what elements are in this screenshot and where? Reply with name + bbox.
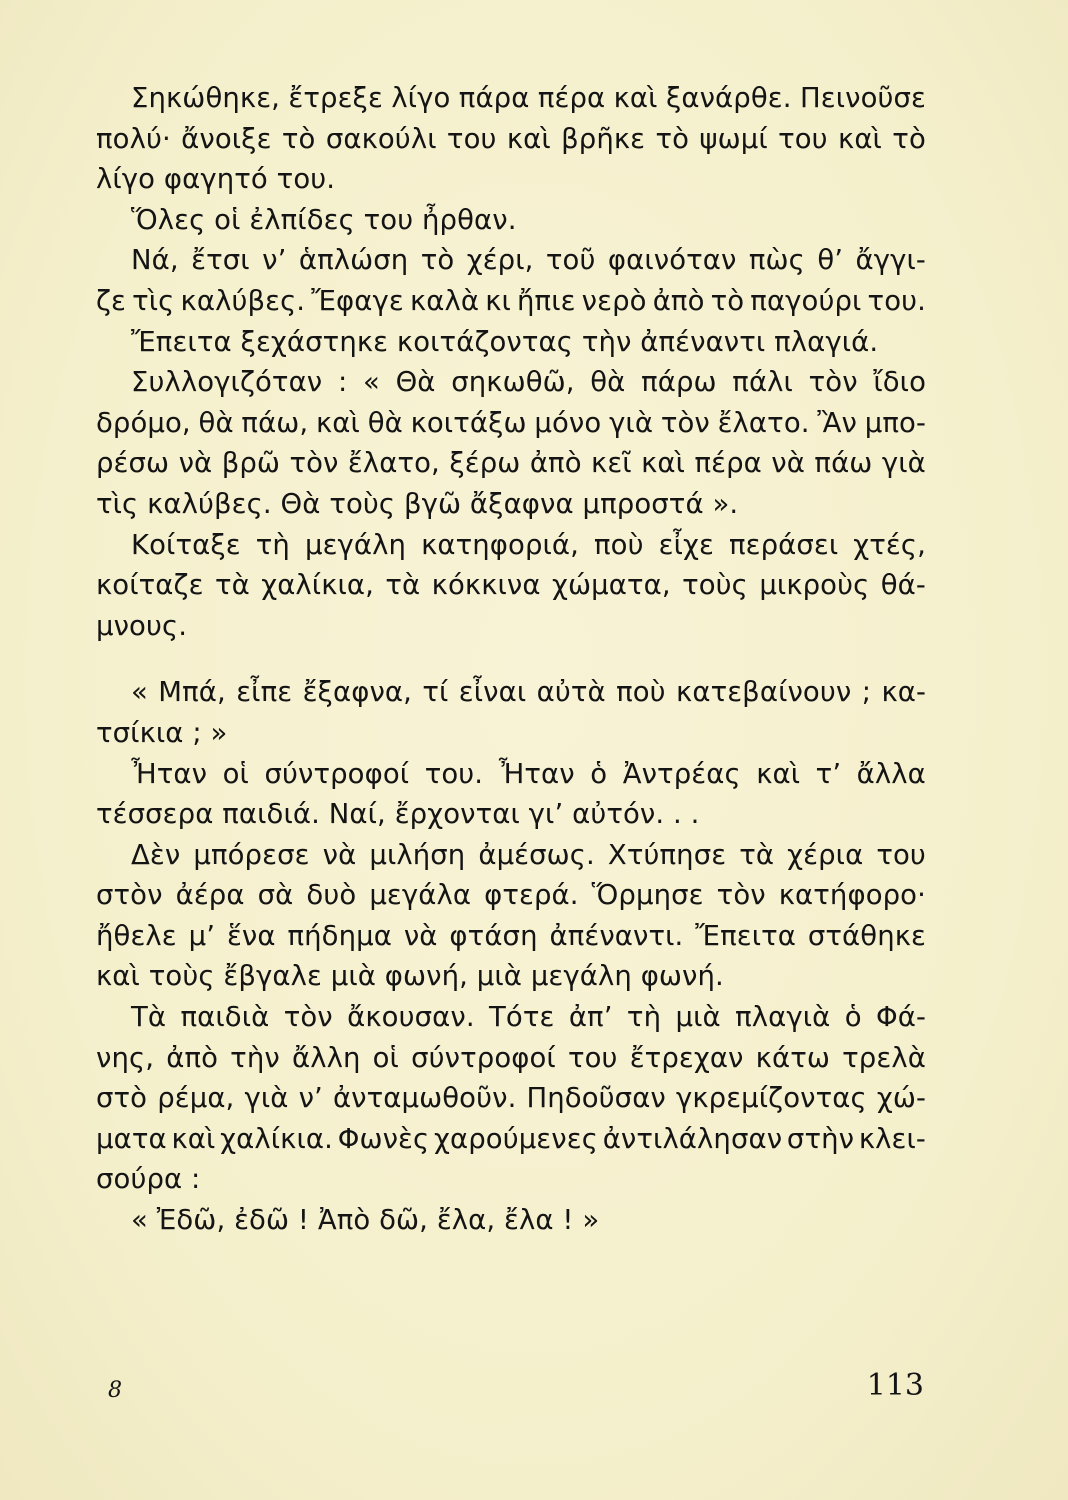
body-text	[96, 78, 926, 1241]
text-line: μνους.	[96, 609, 188, 642]
text-line: Κοίταξε τὴ μεγάλη κατηφοριά, ποὺ εἶχε περάσει χτές,	[131, 528, 926, 561]
text-line: πολύ· ἄνοιξε τὸ σακούλι του καὶ βρῆκε τὸ ψωμί του καὶ τὸ	[96, 122, 926, 155]
text-line: στὸ ρέμα, γιὰ ν’ ἀνταμωθοῦν. Πηδοῦσαν γκρεμίζοντας χώ-	[96, 1082, 926, 1115]
text-line: Δὲν μπόρεσε νὰ μιλήση ἀμέσως. Χτύπησε τὰ χέρια του	[131, 838, 926, 871]
text-line: Ὅλες οἱ ἐλπίδες του ἦρθαν.	[131, 203, 517, 236]
text-line: « Μπά, εἶπε ἔξαφνα, τί εἶναι αὐτὰ ποὺ κατεβαίνουν ; κα-	[131, 676, 926, 709]
text-line: Ἔπειτα ξεχάστηκε κοιτάζοντας τὴν ἀπέναντι πλαγιά.	[131, 325, 879, 358]
text-line: σούρα :	[96, 1163, 201, 1196]
page-number: 113	[866, 1368, 924, 1403]
text-line: κοίταζε τὰ χαλίκια, τὰ κόκκινα χώματα, τοὺς μικροὺς θά-	[96, 569, 926, 602]
text-line: Ἦταν οἱ σύντροφοί του. Ἦταν ὁ Ἀντρέας καὶ τ’ ἄλλα	[131, 757, 926, 790]
text-line: Τὰ παιδιὰ τὸν ἄκουσαν. Τότε ἀπ’ τὴ μιὰ πλαγιὰ ὁ Φά-	[131, 1001, 926, 1034]
paragraph-gap	[96, 646, 926, 672]
text-line: Νά, ἔτσι ν’ ἁπλώση τὸ χέρι, τοῦ φαινόταν πὼς θ’ ἄγγι-	[131, 244, 926, 277]
text-line: νης, ἀπὸ τὴν ἄλλη οἱ σύντροφοί του ἔτρεχαν κάτω τρελὰ	[96, 1041, 926, 1074]
text-line: τσίκια ; »	[96, 716, 228, 749]
text-line: ἤθελε μ’ ἕνα πήδημα νὰ φτάση ἀπέναντι. Ἔπειτα στάθηκε	[96, 919, 926, 952]
signature-mark: 8	[108, 1378, 122, 1403]
text-line: Σηκώθηκε, ἔτρεξε λίγο πάρα πέρα καὶ ξανάρθε. Πεινοῦσε	[131, 82, 926, 114]
text-line: λίγο φαγητό του.	[96, 163, 336, 196]
text-line: Συλλογιζόταν : « Θὰ σηκωθῶ, θὰ πάρω πάλι τὸν ἴδιο	[131, 366, 926, 399]
text-line: καὶ τοὺς ἔβγαλε μιὰ φωνή, μιὰ μεγάλη φωνή.	[96, 960, 724, 993]
text-line: τὶς καλύβες. Θὰ τοὺς βγῶ ἄξαφνα μπροστά ».	[96, 487, 739, 520]
text-line: ζε τὶς καλύβες. Ἔφαγε καλὰ κι ἤπιε νερὸ ἀπὸ τὸ παγούρι του.	[96, 284, 926, 317]
text-line: ματα καὶ χαλίκια. Φωνὲς χαρούμενες ἀντιλάλησαν στὴν κλει-	[96, 1122, 926, 1155]
text-line: « Ἐδῶ, ἐδῶ ! Ἀπὸ δῶ, ἔλα, ἔλα ! »	[131, 1204, 600, 1237]
text-line: στὸν ἀέρα σὰ δυὸ μεγάλα φτερά. Ὅρμησε τὸν κατήφορο·	[96, 879, 926, 912]
text-line: τέσσερα παιδιά. Ναί, ἔρχονται γι’ αὐτόν. . .	[96, 798, 700, 831]
text-line: δρόμο, θὰ πάω, καὶ θὰ κοιτάξω μόνο γιὰ τὸν ἔλατο. Ἂν μπο-	[96, 406, 926, 439]
text-line: ρέσω νὰ βρῶ τὸν ἔλατο, ξέρω ἀπὸ κεῖ καὶ πέρα νὰ πάω γιὰ	[96, 447, 926, 480]
